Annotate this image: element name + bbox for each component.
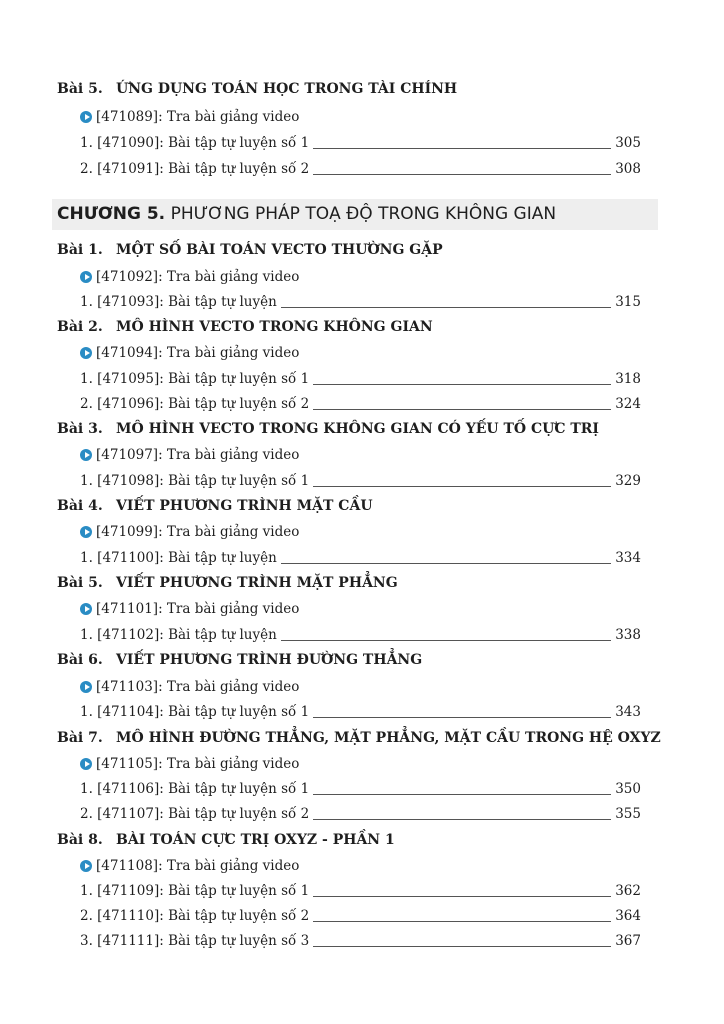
dot-leader [313,819,611,820]
lesson-heading[interactable] [57,78,457,100]
play-icon [80,449,92,461]
lesson-title: BÀI TOÁN CỰC TRỊ OXYZ - PHẦN 1 [116,832,395,848]
dot-leader [313,896,611,897]
video-label: [471092]: Tra bài giảng video [96,269,300,285]
entry-page: 329 [615,473,641,489]
lesson-title: MÔ HÌNH VECTO TRONG KHÔNG GIAN [116,319,433,335]
entry-label: 1. [471104]: Bài tập tự luyện số 1 [80,704,310,720]
entry-label: 2. [471107]: Bài tập tự luyện số 2 [80,806,310,822]
toc-entry[interactable] [80,470,641,492]
toc-entry[interactable] [80,158,641,180]
dot-leader [313,486,611,487]
chapter-title: PHƯƠNG PHÁP TOẠ ĐỘ TRONG KHÔNG GIAN [170,204,557,224]
toc-entry[interactable] [80,905,641,927]
lesson-number: Bài 1. [57,242,103,258]
entry-page: 338 [615,627,641,643]
lesson-heading[interactable] [57,649,422,671]
lesson-heading[interactable] [57,727,661,749]
toc-entry[interactable] [80,291,641,313]
dot-leader [313,174,611,175]
dot-leader [313,794,611,795]
video-label: [471089]: Tra bài giảng video [96,109,300,125]
toc-entry[interactable] [80,624,641,646]
entry-page: 364 [615,908,641,924]
toc-entry[interactable] [80,132,641,154]
video-label: [471094]: Tra bài giảng video [96,345,300,361]
dot-leader [313,409,611,410]
entry-label: 3. [471111]: Bài tập tự luyện số 3 [80,933,310,949]
video-link[interactable] [80,676,299,698]
entry-page: 334 [615,550,641,566]
entry-label: 1. [471100]: Bài tập tự luyện [80,550,277,566]
play-icon [80,603,92,615]
lesson-title: ỨNG DỤNG TOÁN HỌC TRONG TÀI CHÍNH [116,81,458,97]
video-link[interactable] [80,106,299,128]
video-label: [471101]: Tra bài giảng video [96,601,300,617]
lesson-heading[interactable] [57,316,433,338]
play-icon [80,860,92,872]
entry-label: 1. [471102]: Bài tập tự luyện [80,627,277,643]
lesson-title: VIẾT PHƯƠNG TRÌNH ĐƯỜNG THẲNG [116,652,423,668]
entry-label: 1. [471095]: Bài tập tự luyện số 1 [80,371,310,387]
video-link[interactable] [80,753,299,775]
play-icon [80,758,92,770]
lesson-number: Bài 8. [57,832,103,848]
entry-label: 2. [471110]: Bài tập tự luyện số 2 [80,908,310,924]
video-label: [471099]: Tra bài giảng video [96,524,300,540]
entry-page: 362 [615,883,641,899]
video-label: [471105]: Tra bài giảng video [96,756,300,772]
lesson-title: MÔ HÌNH VECTO TRONG KHÔNG GIAN CÓ YẾU TỐ CỰC TRỊ [116,421,599,437]
video-label: [471108]: Tra bài giảng video [96,858,300,874]
entry-page: 315 [615,294,641,310]
lesson-number: Bài 2. [57,319,103,335]
entry-page: 305 [615,135,641,151]
lesson-number: Bài 7. [57,730,103,746]
chapter-prefix: CHƯƠNG 5. [57,204,166,224]
lesson-title: VIẾT PHƯƠNG TRÌNH MẶT CẦU [116,498,373,514]
video-link[interactable] [80,342,299,364]
dot-leader [313,946,611,947]
video-link[interactable] [80,444,299,466]
toc-entry[interactable] [80,547,641,569]
chapter-heading[interactable] [52,199,658,230]
play-icon [80,681,92,693]
entry-page: 308 [615,161,641,177]
entry-label: 1. [471106]: Bài tập tự luyện số 1 [80,781,310,797]
entry-label: 1. [471109]: Bài tập tự luyện số 1 [80,883,310,899]
lesson-number: Bài 4. [57,498,103,514]
entry-page: 343 [615,704,641,720]
play-icon [80,347,92,359]
toc-entry[interactable] [80,393,641,415]
dot-leader [313,921,611,922]
lesson-heading[interactable] [57,572,398,594]
toc-entry[interactable] [80,880,641,902]
toc-entry[interactable] [80,930,641,952]
entry-page: 355 [615,806,641,822]
lesson-heading[interactable] [57,418,599,440]
entry-page: 350 [615,781,641,797]
lesson-title: MÔ HÌNH ĐƯỜNG THẲNG, MẶT PHẲNG, MẶT CẦU TRONG HỆ OXYZ [116,730,661,746]
entry-label: 2. [471096]: Bài tập tự luyện số 2 [80,396,310,412]
entry-page: 367 [615,933,641,949]
lesson-title: VIẾT PHƯƠNG TRÌNH MẶT PHẲNG [116,575,398,591]
video-link[interactable] [80,855,299,877]
lesson-heading[interactable] [57,495,373,517]
toc-entry[interactable] [80,701,641,723]
lesson-heading[interactable] [57,829,395,851]
toc-entry[interactable] [80,803,641,825]
video-label: [471097]: Tra bài giảng video [96,447,300,463]
lesson-number: Bài 6. [57,652,103,668]
entry-label: 2. [471091]: Bài tập tự luyện số 2 [80,161,310,177]
dot-leader [313,148,611,149]
lesson-title: MỘT SỐ BÀI TOÁN VECTO THƯỜNG GẶP [116,242,443,258]
play-icon [80,526,92,538]
entry-page: 324 [615,396,641,412]
entry-label: 1. [471098]: Bài tập tự luyện số 1 [80,473,310,489]
toc-entry[interactable] [80,368,641,390]
dot-leader [281,640,611,641]
video-link[interactable] [80,266,299,288]
lesson-number: Bài 5. [57,575,103,591]
play-icon [80,271,92,283]
video-link[interactable] [80,521,299,543]
dot-leader [313,717,611,718]
toc-entry[interactable] [80,778,641,800]
video-label: [471103]: Tra bài giảng video [96,679,300,695]
dot-leader [313,384,611,385]
dot-leader [281,307,611,308]
dot-leader [281,563,611,564]
lesson-number: Bài 3. [57,421,103,437]
video-link[interactable] [80,598,299,620]
play-icon [80,111,92,123]
entry-page: 318 [615,371,641,387]
lesson-number: Bài 5. [57,81,103,97]
lesson-heading[interactable] [57,239,443,261]
entry-label: 1. [471090]: Bài tập tự luyện số 1 [80,135,310,151]
entry-label: 1. [471093]: Bài tập tự luyện [80,294,277,310]
